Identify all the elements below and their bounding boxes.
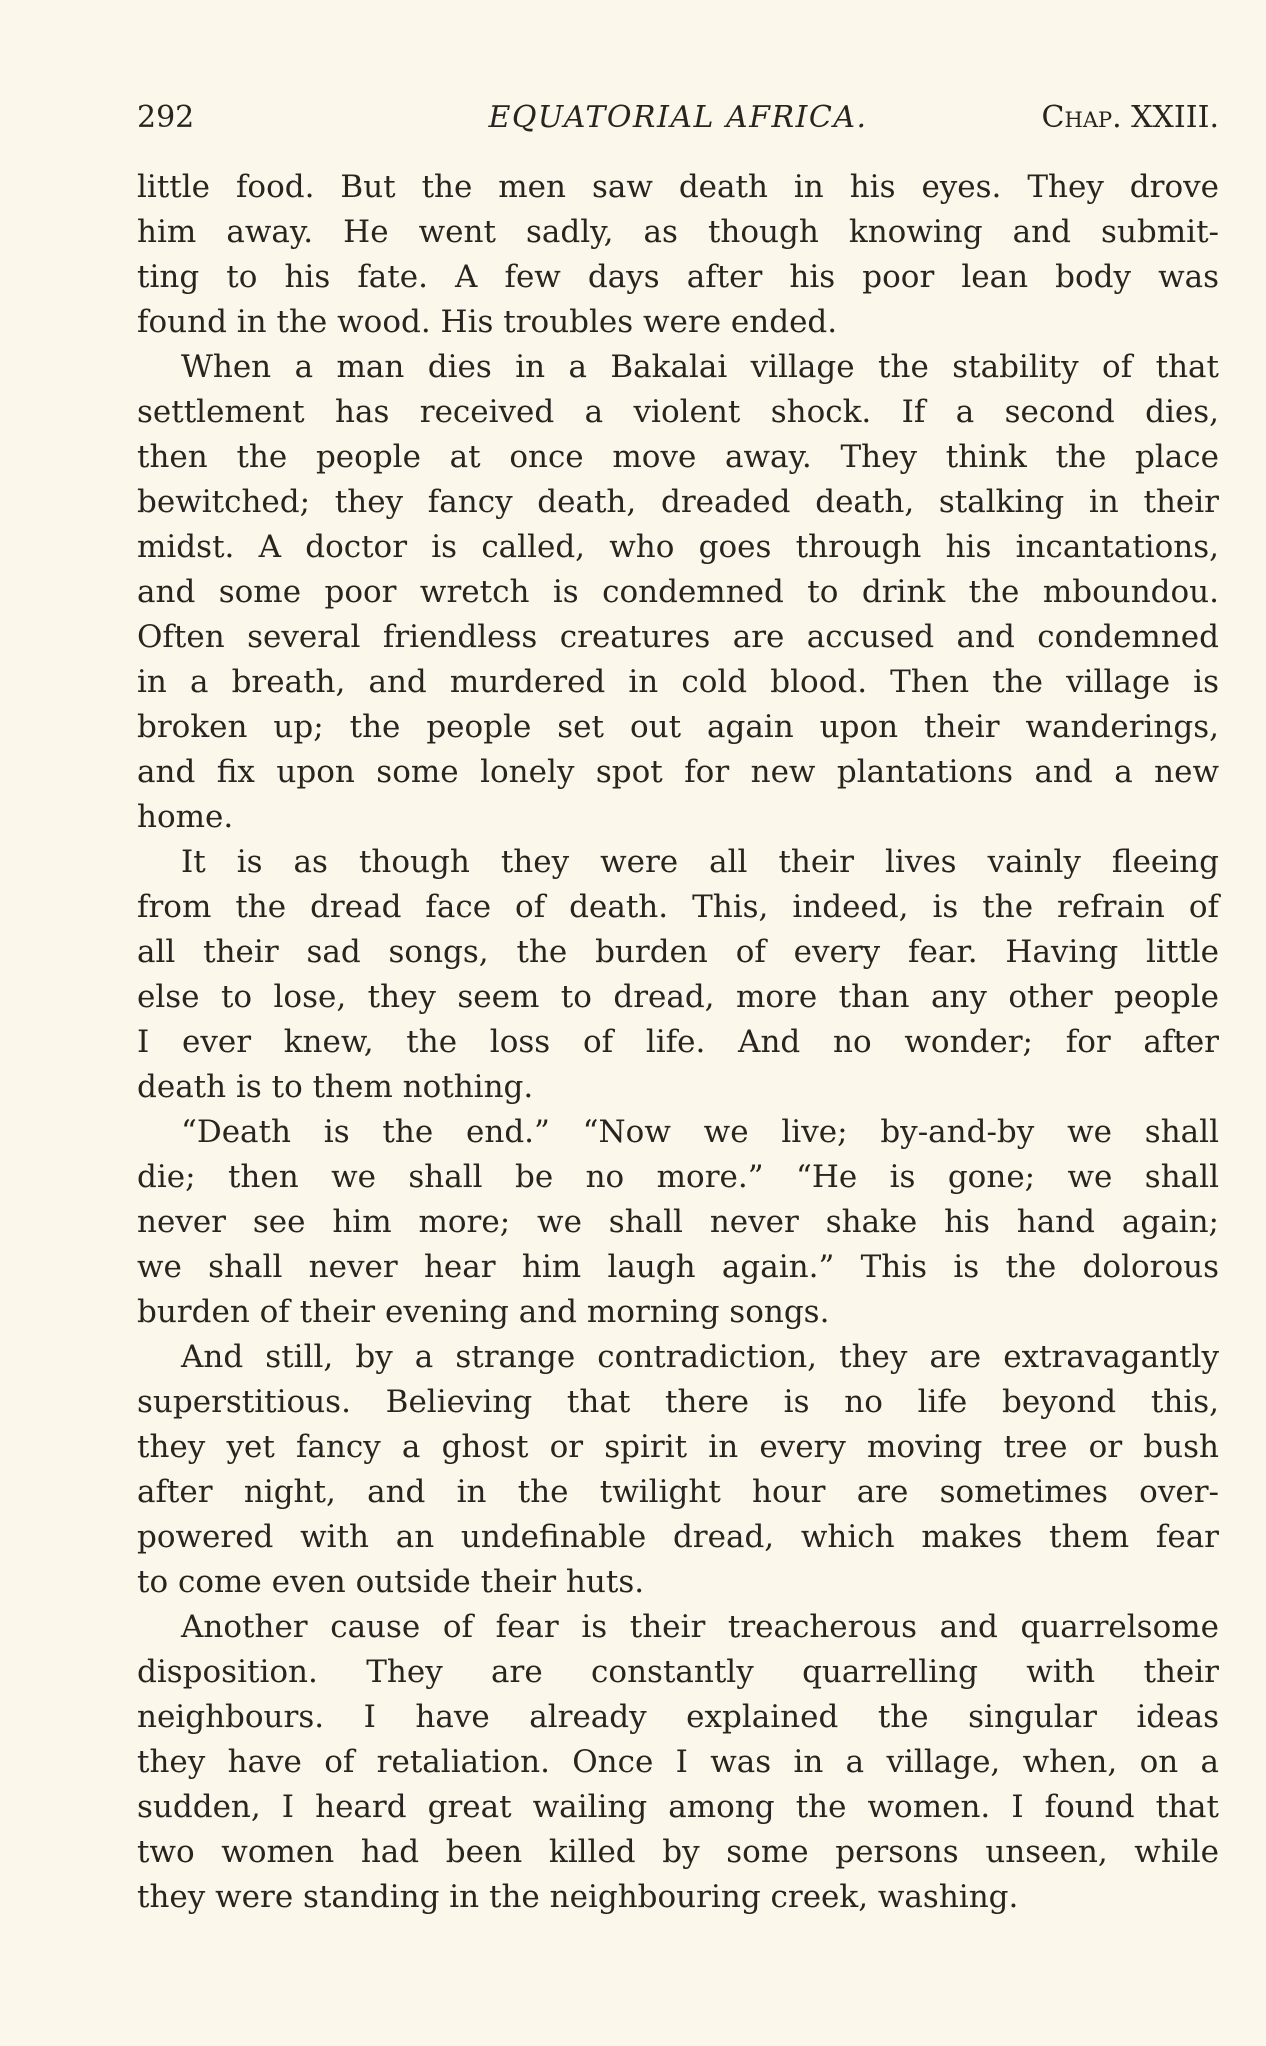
paragraph — [137, 165, 1219, 345]
text-line: home. — [137, 799, 234, 835]
page-number: 292 — [137, 100, 195, 135]
text-line: they have of retaliation. Once I was in a village, when, on a — [137, 1744, 1219, 1780]
text-line: I ever knew, the loss of life. And no wonder; for after — [137, 1024, 1219, 1060]
paragraph — [137, 840, 1219, 1110]
paragraph — [137, 1335, 1219, 1605]
text-line: him away. He went sadly, as though knowing and submit- — [137, 214, 1219, 250]
text-line: and fix upon some lonely spot for new plantations and a new — [137, 754, 1219, 790]
text-line: neighbours. I have already explained the singular ideas — [137, 1699, 1219, 1735]
text-line: Often several friendless creatures are accused and condemned — [137, 619, 1219, 655]
text-line: in a breath, and murdered in cold blood. Then the village is — [137, 664, 1219, 700]
paragraph — [137, 1605, 1219, 1920]
text-line: two women had been killed by some persons unseen, while — [137, 1834, 1219, 1870]
text-line: else to lose, they seem to dread, more than any other people — [137, 979, 1219, 1015]
text-line: Another cause of fear is their treacherous and quarrelsome — [181, 1609, 1219, 1645]
paragraph — [137, 345, 1219, 840]
text-line: never see him more; we shall never shake his hand again; — [137, 1204, 1219, 1240]
text-line: we shall never hear him laugh again.” This is the dolorous — [137, 1249, 1219, 1285]
text-line: midst. A doctor is called, who goes through his incantations, — [137, 529, 1219, 565]
text-line: settlement has received a violent shock. If a second dies, — [137, 394, 1219, 430]
text-line: little food. But the men saw death in his eyes. They drove — [137, 169, 1219, 205]
text-line: from the dread face of death. This, indeed, is the refrain of — [137, 889, 1219, 925]
text-line: superstitious. Believing that there is no life beyond this, — [137, 1384, 1219, 1420]
text-line: to come even outside their huts. — [137, 1564, 645, 1600]
text-line: When a man dies in a Bakalai village the stability of that — [181, 349, 1219, 385]
text-line: found in the wood. His troubles were ended. — [137, 304, 838, 340]
running-head — [137, 96, 1219, 140]
text-line: And still, by a strange contradiction, they are extravagantly — [181, 1339, 1219, 1375]
body-text — [137, 165, 1219, 1920]
text-line: ting to his fate. A few days after his poor lean body was — [137, 259, 1219, 295]
text-line: death is to them nothing. — [137, 1069, 534, 1105]
text-line: then the people at once move away. They think the place — [137, 439, 1219, 475]
text-line: they were standing in the neighbouring creek, washing. — [137, 1879, 1019, 1915]
text-line: bewitched; they fancy death, dreaded death, stalking in their — [137, 484, 1219, 520]
text-line: and some poor wretch is condemned to drink the mboundou. — [137, 574, 1219, 610]
running-title: EQUATORIAL AFRICA. — [488, 100, 868, 135]
text-line: disposition. They are constantly quarrelling with their — [137, 1654, 1219, 1690]
text-line: burden of their evening and morning songs. — [137, 1294, 830, 1330]
text-line: It is as though they were all their lives vainly fleeing — [181, 844, 1219, 880]
text-line: broken up; the people set out again upon their wanderings, — [137, 709, 1219, 745]
chapter-label: Chap. XXIII. — [1041, 100, 1219, 135]
text-line: sudden, I heard great wailing among the women. I found that — [137, 1789, 1219, 1825]
text-line: die; then we shall be no more.” “He is gone; we shall — [137, 1159, 1219, 1195]
text-line: “Death is the end.” “Now we live; by-and-by we shall — [181, 1114, 1219, 1150]
text-line: powered with an undefinable dread, which makes them fear — [137, 1519, 1219, 1555]
text-line: they yet fancy a ghost or spirit in every moving tree or bush — [137, 1429, 1219, 1465]
text-line: all their sad songs, the burden of every fear. Having little — [137, 934, 1219, 970]
paragraph — [137, 1110, 1219, 1335]
text-line: after night, and in the twilight hour are sometimes over- — [137, 1474, 1219, 1510]
